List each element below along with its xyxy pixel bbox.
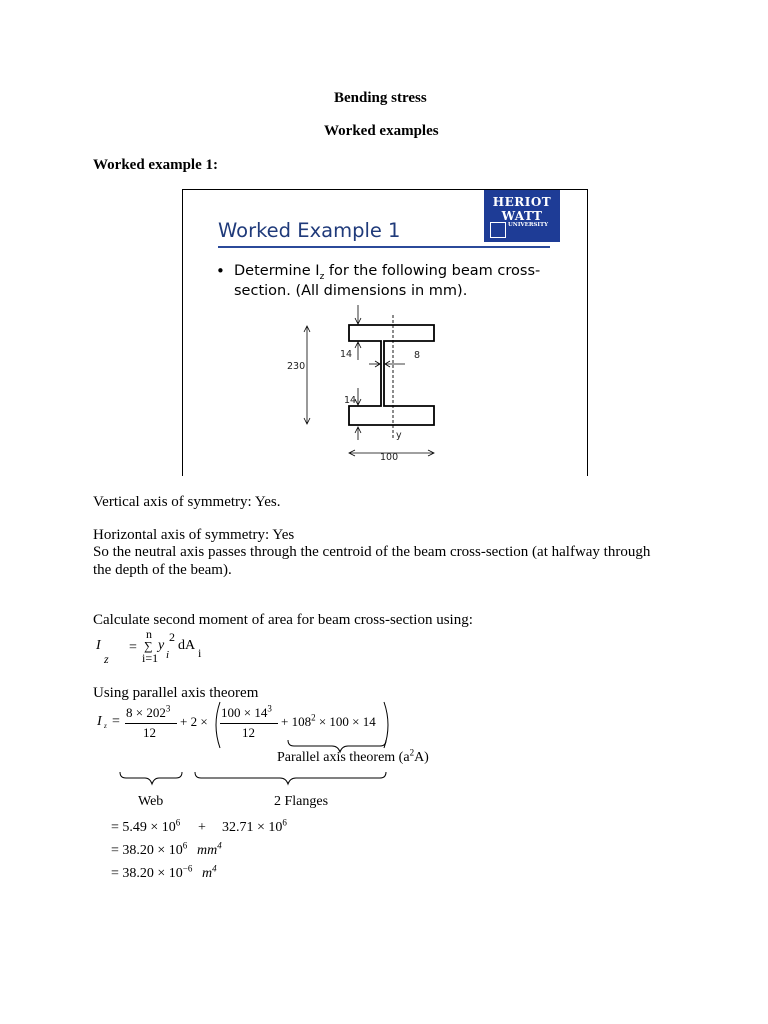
parallel-intro-text: Using parallel axis theorem [93, 685, 259, 701]
dim-width: 100 [380, 452, 399, 463]
dim-bottom-flange: 14 [344, 395, 357, 406]
calc-intro-text: Calculate second moment of area for beam cross-section using: [93, 612, 473, 628]
page-subtitle: Worked examples [324, 123, 439, 139]
vertical-symmetry-text: Vertical axis of symmetry: Yes. [93, 494, 281, 510]
slide-image [182, 189, 588, 476]
bullet-icon: • [216, 262, 225, 280]
dim-height: 230 [287, 361, 306, 372]
dim-top-flange: 14 [340, 349, 353, 360]
dim-web: 8 [414, 350, 421, 361]
horizontal-symmetry-text: Horizontal axis of symmetry: Yes [93, 527, 295, 543]
heriot-watt-logo: HERIOT WATT UNIVERSITY [484, 190, 560, 242]
i-beam-outline [349, 325, 434, 425]
neutral-axis-text-1: So the neutral axis passes through the centroid of the beam cross-section (at halfway through [93, 544, 651, 560]
slide-bullet-line1: Determine $I_z$ for the following beam cross- [234, 263, 541, 282]
slide-bullet-line2: section. (All dimensions in mm). [234, 283, 468, 299]
neutral-axis-text-2: the depth of the beam). [93, 562, 232, 578]
page-title: Bending stress [334, 90, 427, 106]
i-beam-diagram [183, 190, 587, 476]
slide-title: Worked Example 1 [218, 219, 401, 242]
axis-label: y [396, 430, 402, 441]
example-heading: Worked example 1: [93, 157, 218, 173]
